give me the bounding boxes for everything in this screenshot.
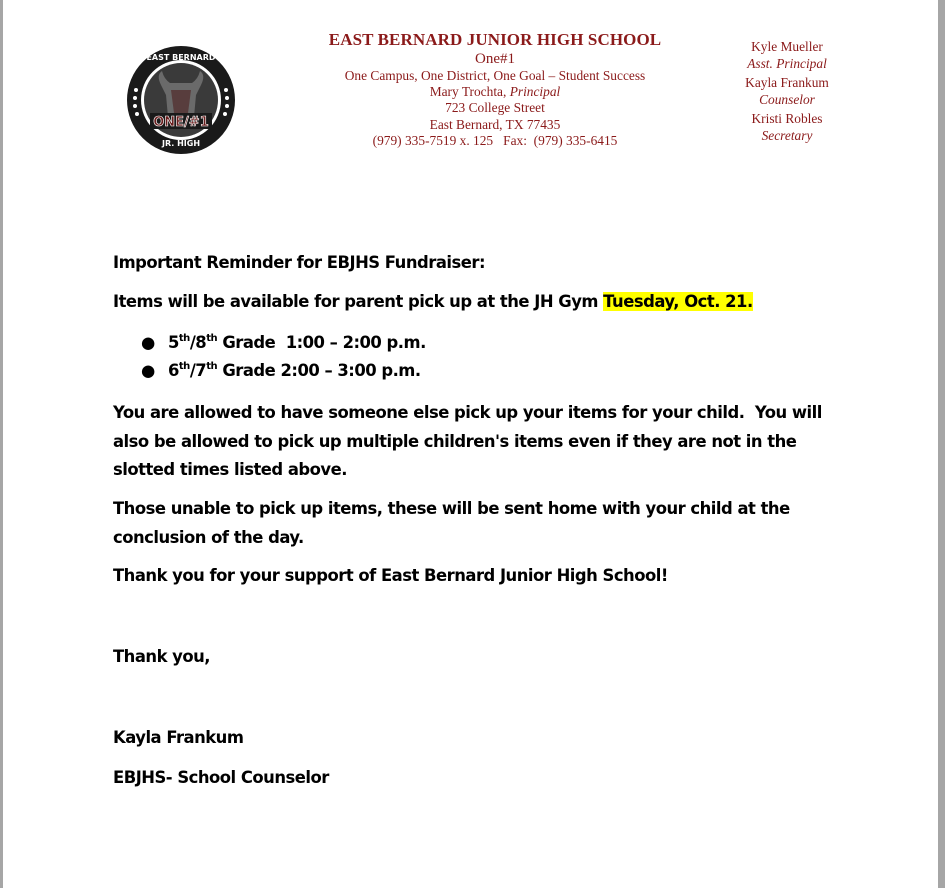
pickup-date-highlight: Tuesday, Oct. 21.: [603, 292, 753, 311]
closing: Thank you,: [113, 647, 211, 666]
ordinal-suffix: th: [178, 361, 190, 372]
pickup-text: Items will be available for parent pick up at the JH Gym: [113, 292, 604, 311]
thanks-line: Thank you for your support of East Bernard Junior High School!: [113, 566, 668, 585]
logo-main-text: ONE/#1: [153, 115, 209, 130]
principal-title: Principal: [509, 84, 561, 100]
schedule-time: Grade 2:00 – 3:00 p.m.: [217, 361, 421, 380]
signature-name: Kayla Frankum: [113, 728, 244, 747]
signature-title: EBJHS- School Counselor: [113, 768, 329, 787]
school-name: EAST BERNARD JUNIOR HIGH SCHOOL: [328, 30, 662, 49]
staff-name: Kayla Frankum: [745, 75, 829, 90]
grade-number: 6: [168, 361, 179, 380]
paragraph-send-home: Those unable to pick up items, these will be sent home with your child at the conclusion of the day.: [113, 499, 790, 547]
logo-bottom-text: JR. HIGH: [161, 139, 201, 148]
schedule-item: [113, 360, 426, 388]
school-logo: [126, 45, 236, 155]
staff-role: Counselor: [759, 92, 815, 107]
school-tagline: One Campus, One District, One Goal – Student Success: [344, 68, 646, 83]
bullet-icon: ●: [141, 333, 155, 352]
staff-name: Kyle Mueller: [751, 39, 823, 54]
ordinal-suffix: th: [206, 361, 218, 372]
city-address: East Bernard, TX 77435: [429, 116, 561, 132]
letter-heading: Important Reminder for EBJHS Fundraiser:: [113, 253, 486, 272]
logo-top-text: EAST BERNARD: [146, 53, 216, 62]
schedule-list: [113, 332, 426, 388]
staff-role: Secretary: [761, 128, 813, 143]
bullet-icon: ●: [141, 361, 155, 380]
ordinal-suffix: th: [206, 333, 218, 344]
scrollbar-track[interactable]: [938, 0, 945, 888]
staff-list: [722, 38, 852, 146]
grade-number: /8: [189, 333, 207, 352]
phone-fax: (979) 335-7519 x. 125 Fax: (979) 335-6415: [372, 132, 618, 148]
grade-number: 5: [168, 333, 179, 352]
school-motto: One#1: [475, 51, 515, 67]
principal-name: Mary Trochta,: [429, 84, 510, 100]
grade-number: /7: [189, 361, 207, 380]
letterhead: [320, 30, 670, 149]
schedule-item: [113, 332, 426, 360]
ordinal-suffix: th: [178, 333, 190, 344]
paragraph-pickup-proxy: You are allowed to have someone else pick up your items for your child. You will also be allowed to pick up multiple children's items even if they are not in the slotted times listed above.: [113, 403, 828, 479]
schedule-time: Grade 1:00 – 2:00 p.m.: [217, 333, 426, 352]
street-address: 723 College Street: [445, 100, 545, 116]
principal-line: [320, 84, 670, 100]
staff-role: Asst. Principal: [747, 56, 827, 71]
pickup-line: [113, 292, 753, 311]
staff-name: Kristi Robles: [751, 111, 823, 126]
